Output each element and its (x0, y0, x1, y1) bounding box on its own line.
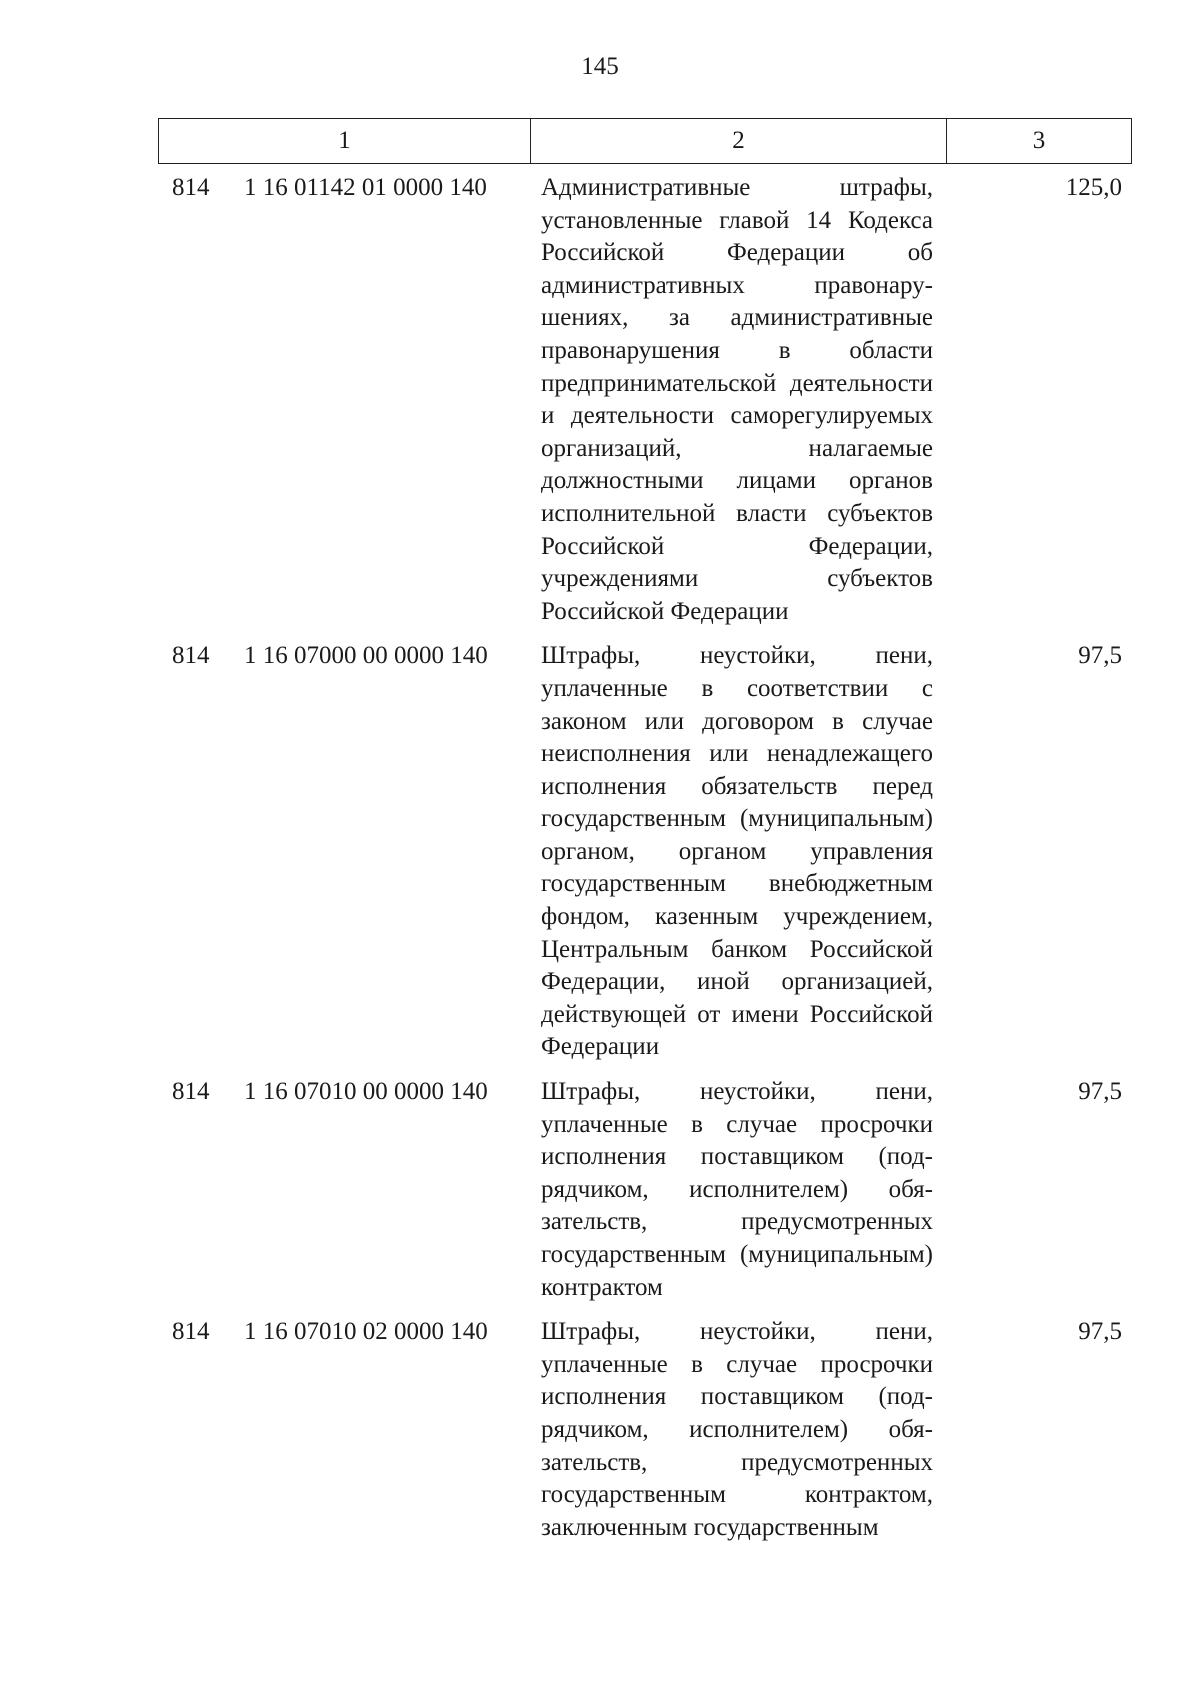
page-number: 145 (581, 53, 619, 80)
table-header (158, 118, 1132, 164)
admin-code: 814 (172, 174, 210, 201)
budget-classification-code: 1 16 01142 01 0000 140 (244, 174, 487, 201)
income-description: Административные штрафы, установленные главой 14 Кодекса Российской Федерации об административных правонарушениях, за административные правонарушения в области предпринимательской деятельности и деятельности саморегулируемых организаций, налагаемые должностными лицами органов исполнительной власти субъектов Российской Федерации, учреждениями субъектов Российской Федерации (541, 174, 933, 625)
table-row (158, 1076, 1132, 1304)
budget-classification-code: 1 16 07010 00 0000 140 (244, 1078, 488, 1106)
table-header-col-2: 2 (531, 119, 947, 163)
table-row (158, 172, 1132, 628)
income-description: Штрафы, неустойки, пени, уплаченные в случае просрочки исполнения поставщиком (подрядчиком, исполнителем) обязательств, предусмотренных государственным (муниципальным) контрактом (541, 1078, 933, 1301)
table-header-col-3: 3 (1032, 127, 1046, 154)
amount: 125,0 (1065, 174, 1122, 201)
table-header-col-1: 1 (159, 119, 531, 163)
table-body (158, 172, 1132, 1556)
table-row (158, 640, 1132, 1064)
income-description: Штрафы, неустойки, пени, уплаченные в случае просрочки исполнения поставщиком (подрядчиком, исполнителем) обязательств, предусмотренных государственным контрактом, заключенным государственным (541, 1318, 933, 1541)
amount: 97,5 (1078, 1318, 1122, 1346)
table-row (158, 1316, 1132, 1544)
budget-classification-code: 1 16 07010 02 0000 140 (244, 1318, 488, 1346)
amount: 97,5 (1078, 1078, 1122, 1106)
admin-code: 814 (172, 642, 210, 670)
amount: 97,5 (1078, 642, 1122, 670)
budget-classification-code: 1 16 07000 00 0000 140 (244, 642, 488, 670)
admin-code: 814 (172, 1318, 210, 1346)
income-description: Штрафы, неустойки, пени, уплаченные в соответствии с законом или договором в случае неисполнения или ненадлежащего исполнения обязательств перед государственным (муниципальным) органом, органом управления государственным внебюджетным фондом, казенным учреждением, Центральным банком Российской Федерации, иной организацией, действующей от имени Российской Федерации (541, 642, 933, 1061)
admin-code: 814 (172, 1078, 210, 1106)
